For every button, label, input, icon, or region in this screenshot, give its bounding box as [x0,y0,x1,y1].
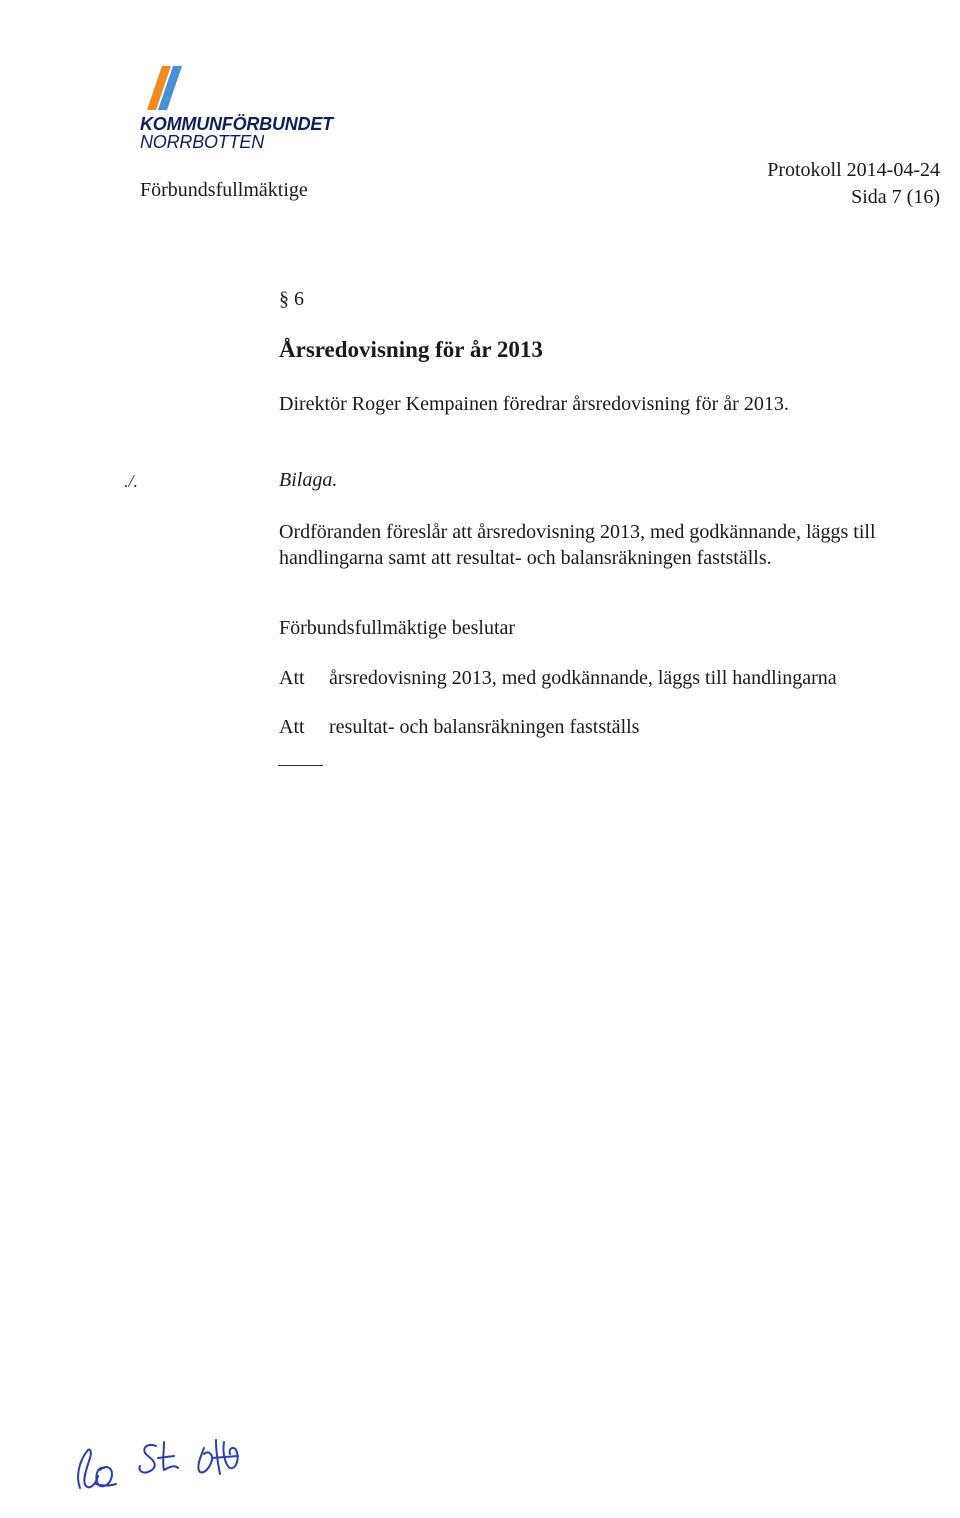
header-protocol: Protokoll 2014-04-24 [767,159,940,181]
proposal-text [279,519,876,571]
logo-line-2: NORRBOTTEN [140,132,265,152]
proposal-line-1: Ordföranden föreslår att årsredovisning 2013, med godkännande, läggs till [279,521,876,543]
header-page: Sida 7 (16) [851,186,940,208]
attachment-margin-mark: ./. [124,471,139,491]
initials-1 [78,1449,116,1488]
decision-heading: Förbundsfullmäktige beslutar [279,617,516,639]
intro-text: Direktör Roger Kempainen föredrar årsredovisning för år 2013. [279,393,789,415]
end-rule [278,765,323,766]
proposal-line-2: handlingarna samt att resultat- och balansräkningen fastställs. [279,547,772,569]
attachment-note: Bilaga. [279,469,338,491]
section-title: Årsredovisning för år 2013 [279,337,543,362]
logo-line-1: KOMMUNFÖRBUNDET [140,114,333,134]
decision-text: årsredovisning 2013, med godkännande, läggs till handlingarna [329,667,837,689]
header-meta [767,157,940,211]
decision-label: Att [279,667,305,689]
decision-text: resultat- och balansräkningen fastställs [329,716,640,738]
paragraph-number: § 6 [279,288,304,310]
header-organ: Förbundsfullmäktige [140,179,308,201]
initials-2 [139,1442,178,1473]
logo-stripes-icon [140,64,190,116]
initials-3 [198,1440,238,1474]
decision-label: Att [279,716,305,738]
initials-signatures [60,1428,270,1498]
